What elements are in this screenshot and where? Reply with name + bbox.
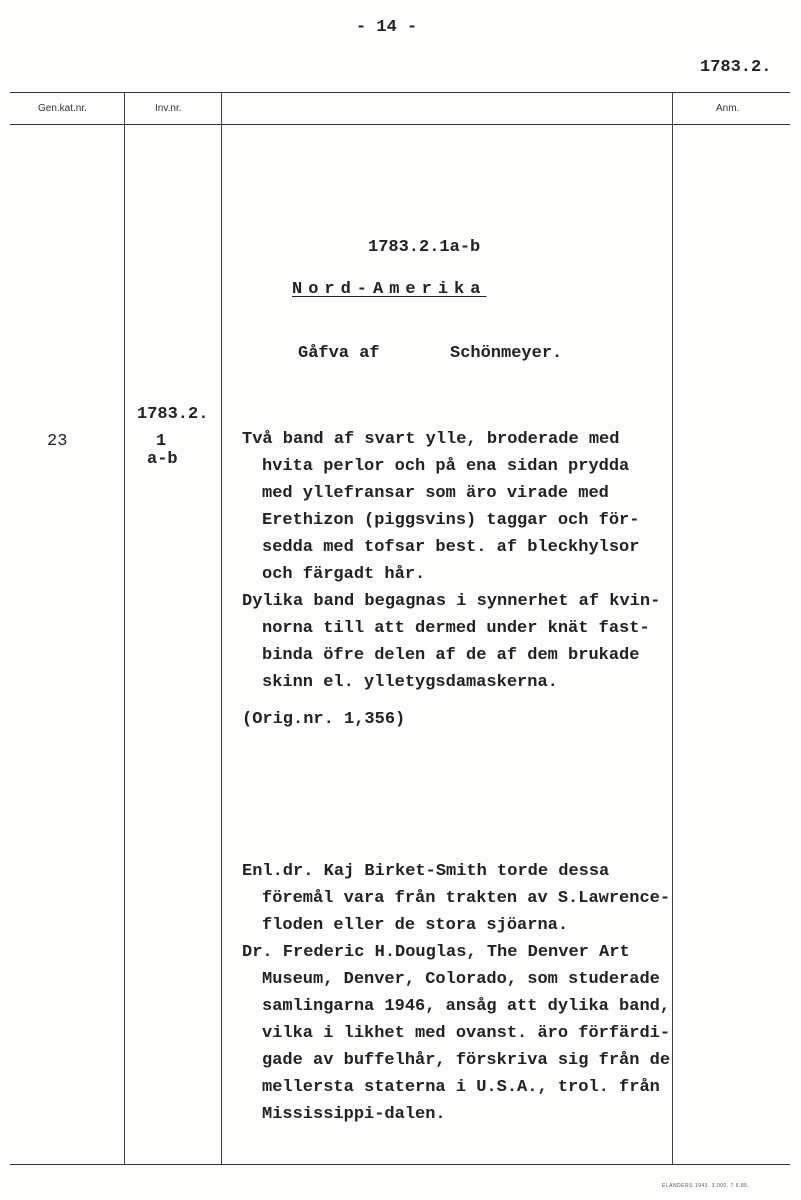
notes-line: Dr. Frederic H.Douglas, The Denver Art — [242, 943, 630, 962]
notes-line: mellersta staterna i U.S.A., trol. från — [262, 1078, 660, 1097]
header-gen-kat-nr: Gen.kat.nr. — [38, 103, 87, 114]
description-line: hvita perlor och på ena sidan prydda — [262, 457, 630, 476]
notes-line: vilka i likhet med ovanst. äro förfärdi- — [262, 1024, 671, 1043]
notes-line: samlingarna 1946, ansåg att dylika band, — [262, 997, 671, 1016]
header-inv-nr: Inv.nr. — [155, 103, 182, 114]
entry-number: 1783.2.1a-b — [368, 238, 481, 257]
description-line: sedda med tofsar best. af bleckhylsor — [262, 538, 640, 557]
column-divider-1 — [124, 92, 125, 1164]
header-anm: Anm. — [716, 103, 740, 114]
description-line: med yllefransar som äro virade med — [262, 484, 609, 503]
original-number: (Orig.nr. 1,356) — [242, 710, 406, 729]
description-line: binda öfre delen af de af dem brukade — [262, 646, 640, 665]
header-bottom-rule — [10, 124, 790, 125]
column-divider-3 — [672, 92, 673, 1164]
catalog-number-top: 1783.2. — [700, 58, 772, 77]
description-line: Två band af svart ylle, broderade med — [242, 430, 620, 449]
notes-line: föremål vara från trakten av S.Lawrence- — [262, 889, 671, 908]
gen-kat-number: 23 — [47, 432, 68, 451]
description-line: och färgadt hår. — [262, 565, 426, 584]
page-bottom-rule — [10, 1164, 790, 1165]
notes-line: Mississippi-dalen. — [262, 1105, 446, 1124]
region-title: Nord-Amerika — [292, 280, 487, 299]
notes-line: Enl.dr. Kaj Birket-Smith torde dessa — [242, 862, 610, 881]
header-top-rule — [10, 92, 790, 93]
description-line: skinn el. ylletygsdamaskerna. — [262, 673, 558, 692]
inv-number-line1: 1783.2. — [137, 405, 209, 424]
notes-line: floden eller de stora sjöarna. — [262, 916, 569, 935]
description-block — [242, 430, 672, 700]
inv-number-line2: 1 — [156, 432, 167, 451]
description-line: Dylika band begagnas i synnerhet af kvin- — [242, 592, 661, 611]
page-number: - 14 - — [356, 18, 418, 37]
gift-label: Gåfva af — [298, 344, 380, 363]
notes-line: Museum, Denver, Colorado, som studerade — [262, 970, 660, 989]
description-line: norna till att dermed under knät fast- — [262, 619, 650, 638]
notes-line: gade av buffelhår, förskriva sig från de — [262, 1051, 671, 1070]
donor-name: Schönmeyer. — [450, 344, 563, 363]
notes-block — [242, 862, 672, 1132]
inv-number-line3: a-b — [147, 450, 178, 469]
printer-imprint: ELANDERS 1943. 3.000. 7.6.85. — [662, 1183, 750, 1189]
description-line: Erethizon (piggsvins) taggar och för- — [262, 511, 640, 530]
column-divider-2 — [221, 92, 222, 1164]
